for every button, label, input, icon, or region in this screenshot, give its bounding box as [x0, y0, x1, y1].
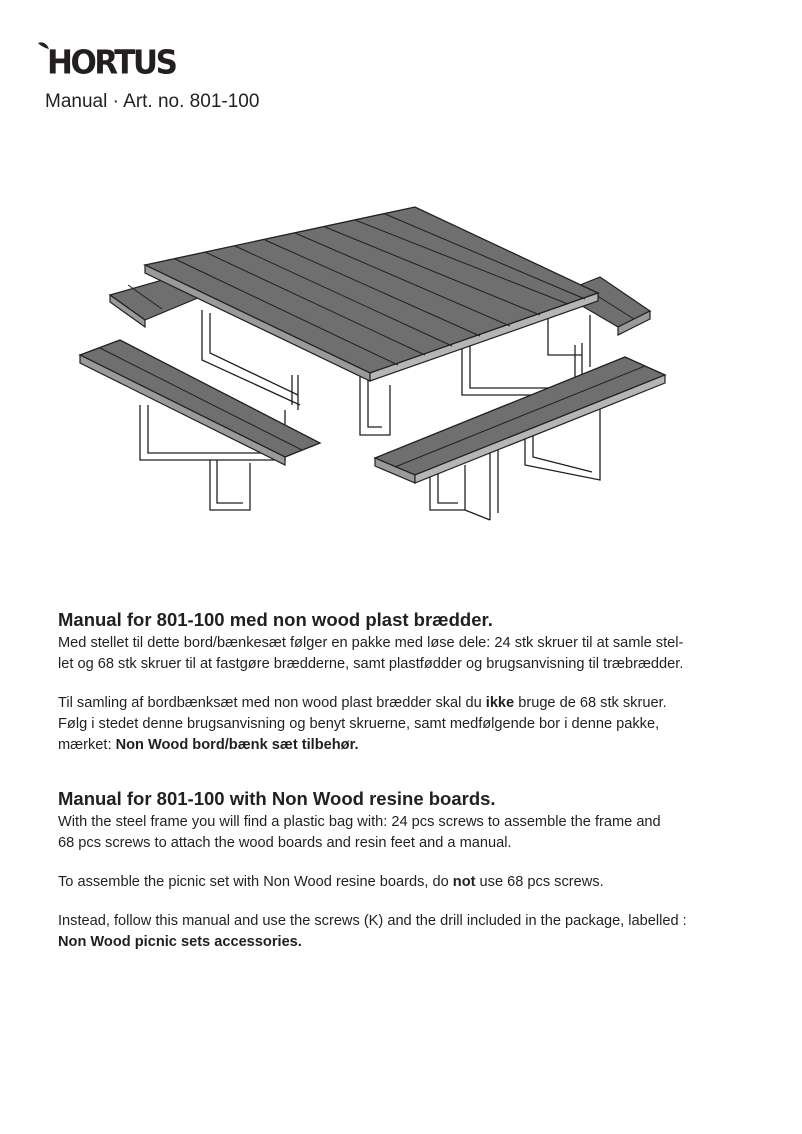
danish-paragraph-1: Med stellet til dette bord/bænkesæt følger en pakke med løse dele: 24 stk skruer til at samle stel- let og 68 stk skruer til at fastgøre brædderne, samt plastfødder og brugsanvisning til træbrædder.: [58, 635, 684, 672]
english-heading: Manual for 801-100 with Non Wood resine boards.: [58, 788, 496, 809]
picnic-table-illustration: [70, 195, 680, 535]
english-paragraph-3: Instead, follow this manual and use the screws (K) and the drill included in the package, labelled : Non Wood picnic sets accessories.: [58, 913, 687, 950]
english-paragraph-1: With the steel frame you will find a plastic bag with: 24 pcs screws to assemble the frame and 68 pcs screws to attach the wood boards and resin feet and a manual.: [58, 814, 661, 851]
brand-logo: HORTUS: [47, 44, 176, 82]
english-section: [58, 788, 758, 953]
danish-section: [58, 609, 758, 756]
english-paragraph-2: To assemble the picnic set with Non Wood resine boards, do not use 68 pcs screws.: [58, 874, 604, 890]
manual-subtitle: Manual · Art. no. 801-100: [45, 91, 260, 112]
danish-paragraph-2: Til samling af bordbænksæt med non wood plast brædder skal du ikke bruge de 68 stk skruer. Følg i stedet denne brugsanvisning og benyt skruerne, samt medfølgende bor i denne pakke, mærket: Non Wood bord/bænk sæt tilbehør.: [58, 695, 667, 753]
danish-heading: Manual for 801-100 med non wood plast brædder.: [58, 609, 493, 630]
